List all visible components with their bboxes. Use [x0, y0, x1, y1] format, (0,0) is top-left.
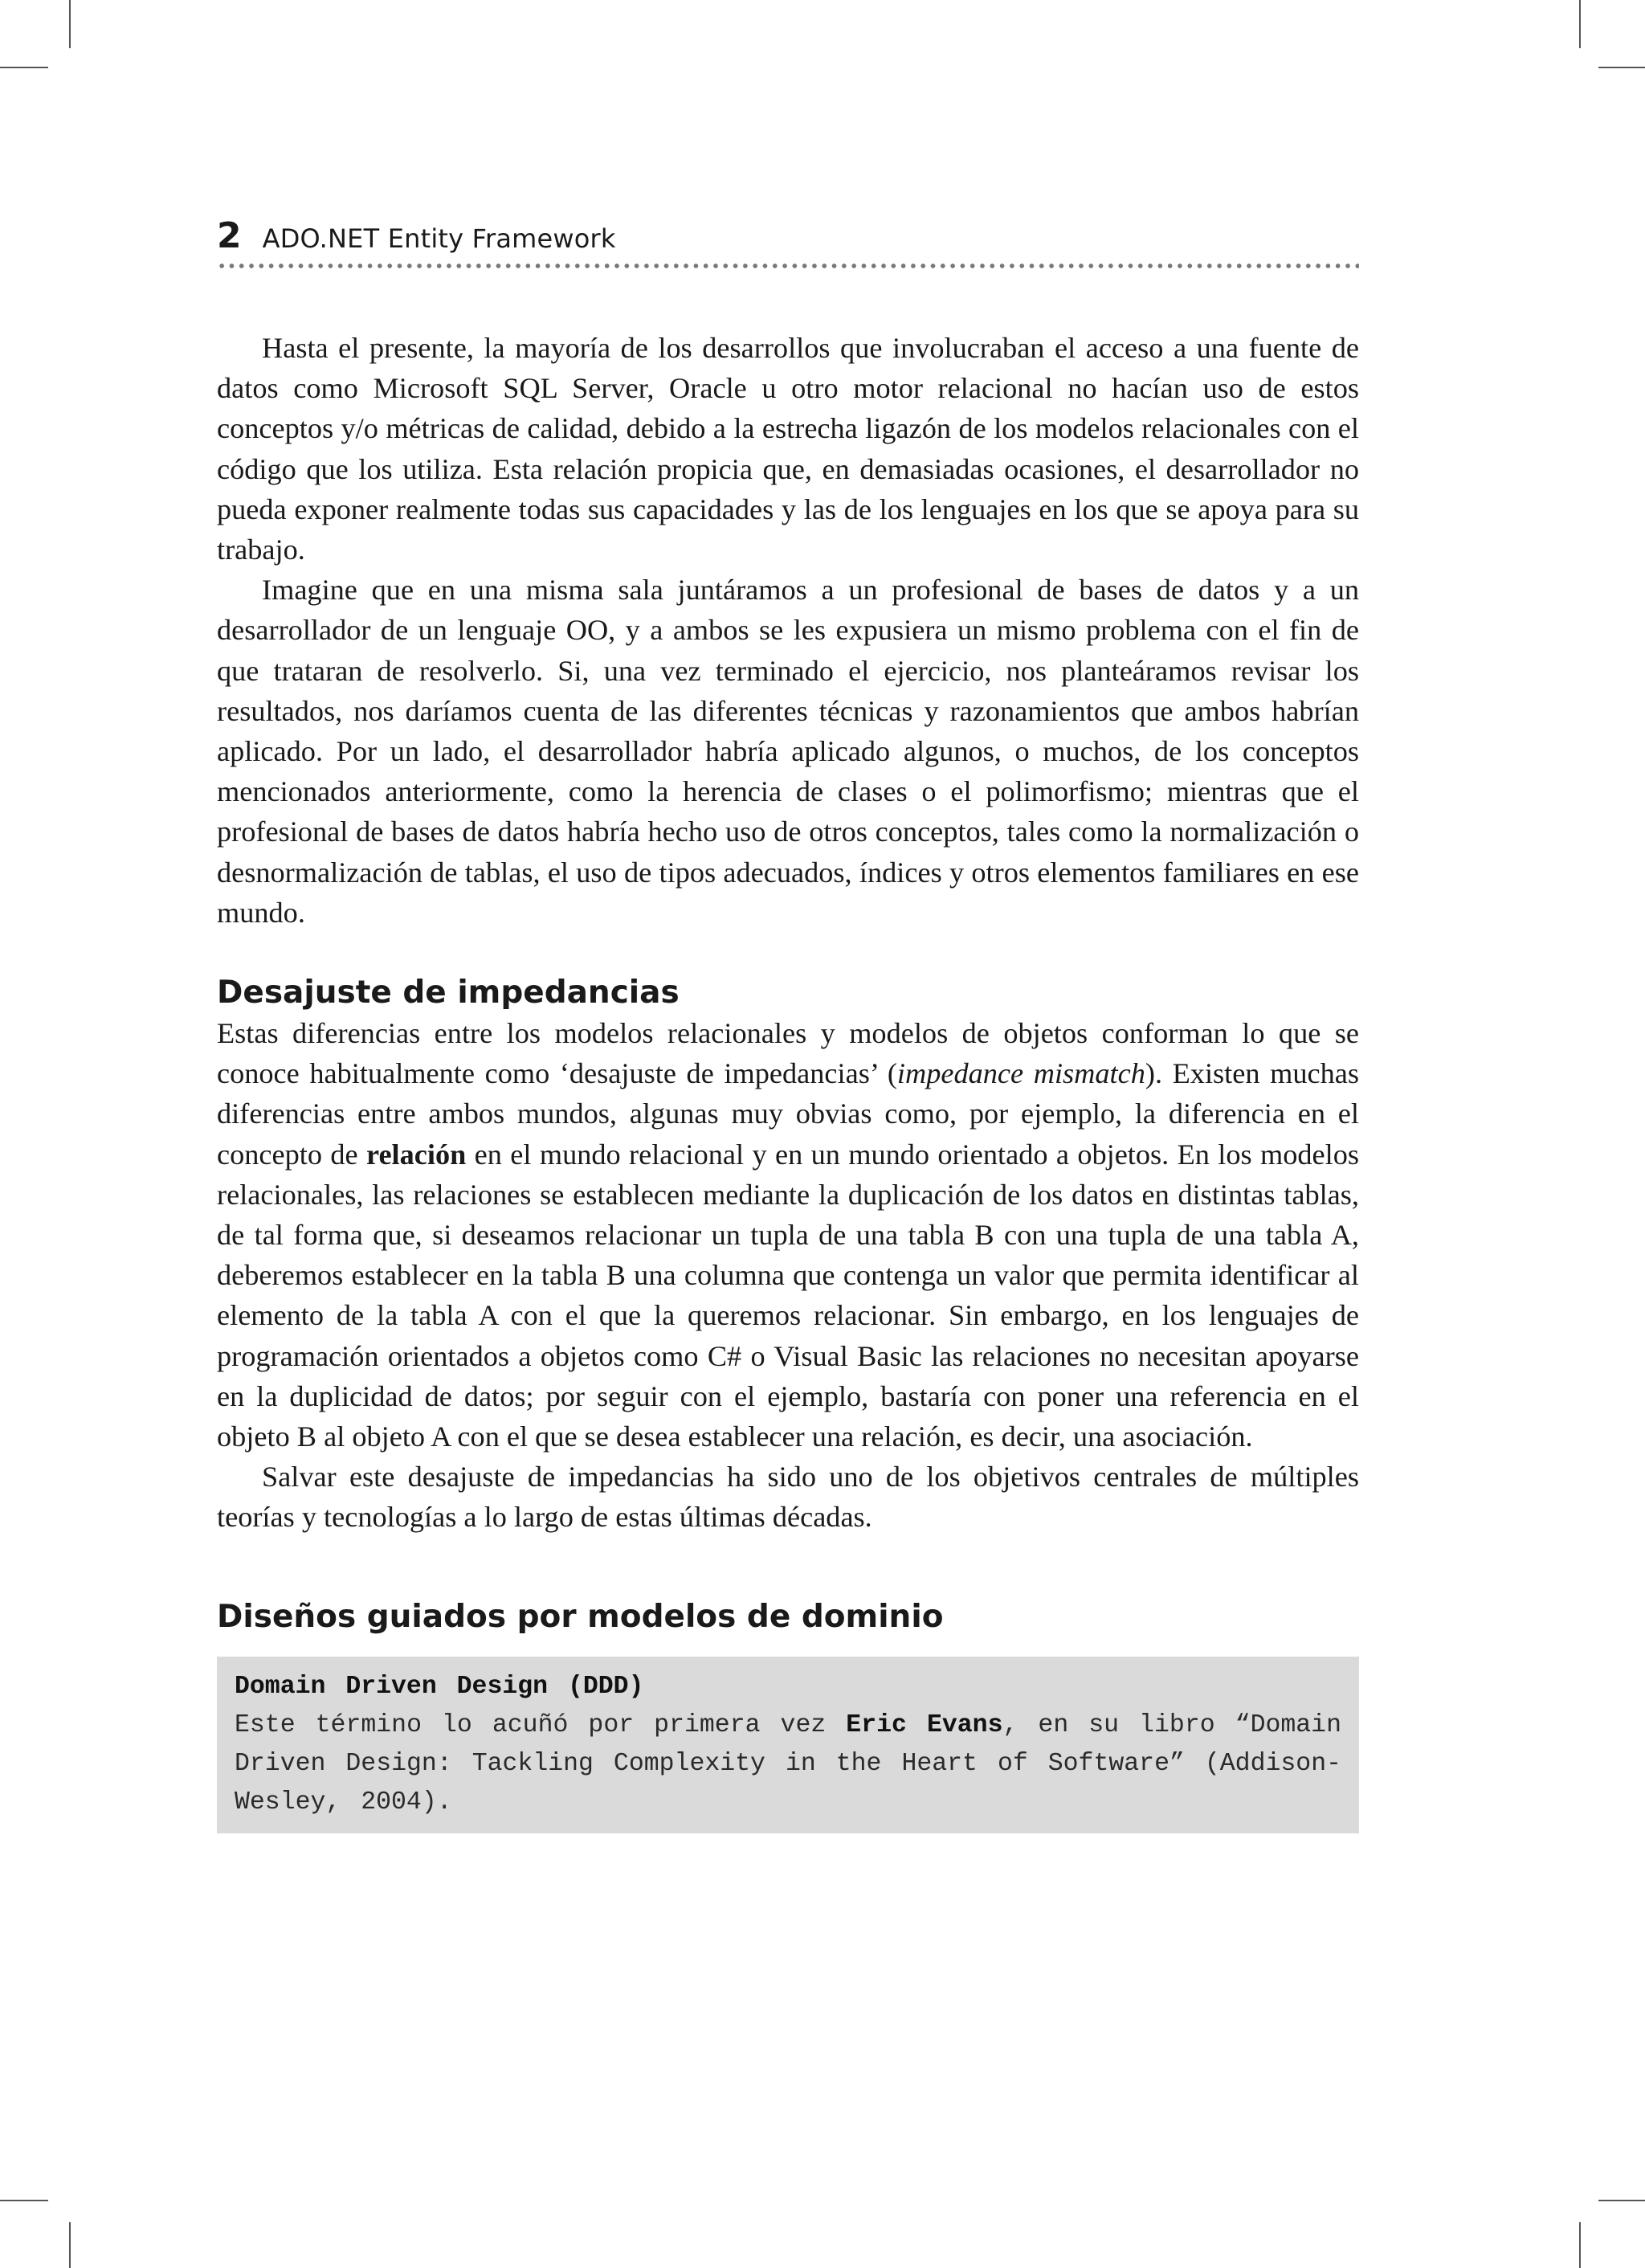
section-heading-ddd: Diseños guiados por modelos de dominio: [217, 1598, 944, 1635]
paragraph-3-part-c: en el mundo relacional y en un mundo orientado a objetos. En los modelos relacionales, las relaciones se establecen mediante la duplicación de los datos en distintas tablas, de tal forma que, si deseamos relacionar un tupla de una tabla B con una tupla de una tabla A, deberemos establecer en la tabla B una columna que contenga un valor que permita identificar al elemento de la tabla A con el que la queremos relacionar. Sin embargo, en los lenguajes de programación orientados a objetos como C# o Visual Basic las relaciones no necesitan apoyarse en la duplicidad de datos; por seguir con el ejemplo, bastaría con poner una referencia en el objeto B al objeto A con el que se desea establecer una relación, es decir, una asociación.: [217, 1138, 1359, 1453]
note-text: [235, 1706, 1341, 1822]
note-author: Eric Evans: [846, 1710, 1003, 1739]
paragraph-3-part-b: ). Existen muchas diferencias entre ambos mundos, algunas muy obvias como, por ejemplo, la diferencia en el concepto de: [217, 1057, 1359, 1171]
ddd-note-box: [217, 1657, 1359, 1833]
note-title: Domain Driven Design (DDD): [235, 1672, 644, 1701]
crop-mark-top-right-v: [1579, 0, 1581, 48]
note-text-part-a: Este término lo acuñó por primera vez: [235, 1710, 847, 1739]
paragraph-4: Salvar este desajuste de impedancias ha sido uno de los objetivos centrales de múltiples teorías y tecnologías a lo largo de estas últimas décadas.: [217, 1461, 1359, 1534]
crop-mark-top-left-v: [69, 0, 71, 48]
paragraph-3: [217, 1013, 1359, 1457]
crop-mark-bottom-right-v: [1579, 2222, 1581, 2268]
paragraph-3-bold: relación: [365, 1138, 467, 1171]
page-body: [217, 328, 1359, 1833]
running-header: [217, 215, 1359, 256]
header-dotted-rule: [217, 262, 1359, 270]
section-heading-impedance: Desajuste de impedancias: [217, 975, 680, 1011]
crop-mark-bottom-left-h: [0, 2200, 48, 2201]
page-number: 2: [217, 215, 242, 256]
book-title: ADO.NET Entity Framework: [262, 223, 616, 254]
crop-mark-bottom-left-v: [69, 2222, 71, 2268]
note-text-part-b: , en su libro “Domain Driven Design: Tackling Complexity in the Heart of Software” (Addison-Wesley, 2004).: [235, 1710, 1341, 1816]
paragraph-1: Hasta el presente, la mayoría de los desarrollos que involucraban el acceso a una fuente de datos como Microsoft SQL Server, Oracle u otro motor relacional no hacían uso de estos conceptos y/o métricas de calidad, debido a la estrecha ligazón de los modelos relacionales con el código que los utiliza. Esta relación propicia que, en demasiadas ocasiones, el desarrollador no pueda exponer realmente todas sus capacidades y las de los lenguajes en los que se apoya para su trabajo.: [217, 332, 1359, 566]
paragraph-3-part-a: Estas diferencias entre los modelos relacionales y modelos de objetos conforman lo que se conoce habitualmente como ‘desajuste de impedancias’ (: [217, 1017, 1359, 1090]
crop-mark-top-left-h: [0, 67, 48, 68]
paragraph-2: Imagine que en una misma sala juntáramos a un profesional de bases de datos y a un desarrollador de un lenguaje OO, y a ambos se les expusiera un mismo problema con el fin de que trataran de resolverlo. Si, una vez terminado el ejercicio, nos planteáramos revisar los resultados, nos daríamos cuenta de las diferentes técnicas y razonamientos que ambos habrían aplicado. Por un lado, el desarrollador habría aplicado algunos, o muchos, de los conceptos mencionados anteriormente, como la herencia de clases o el polimorfismo; mientras que el profesional de bases de datos habría hecho uso de otros conceptos, tales como la normalización o desnormalización de tablas, el uso de tipos adecuados, índices y otros elementos familiares en ese mundo.: [217, 574, 1359, 929]
crop-mark-bottom-right-h: [1598, 2200, 1645, 2201]
paragraph-3-italic: impedance mismatch: [896, 1057, 1145, 1090]
crop-mark-top-right-h: [1598, 67, 1645, 68]
